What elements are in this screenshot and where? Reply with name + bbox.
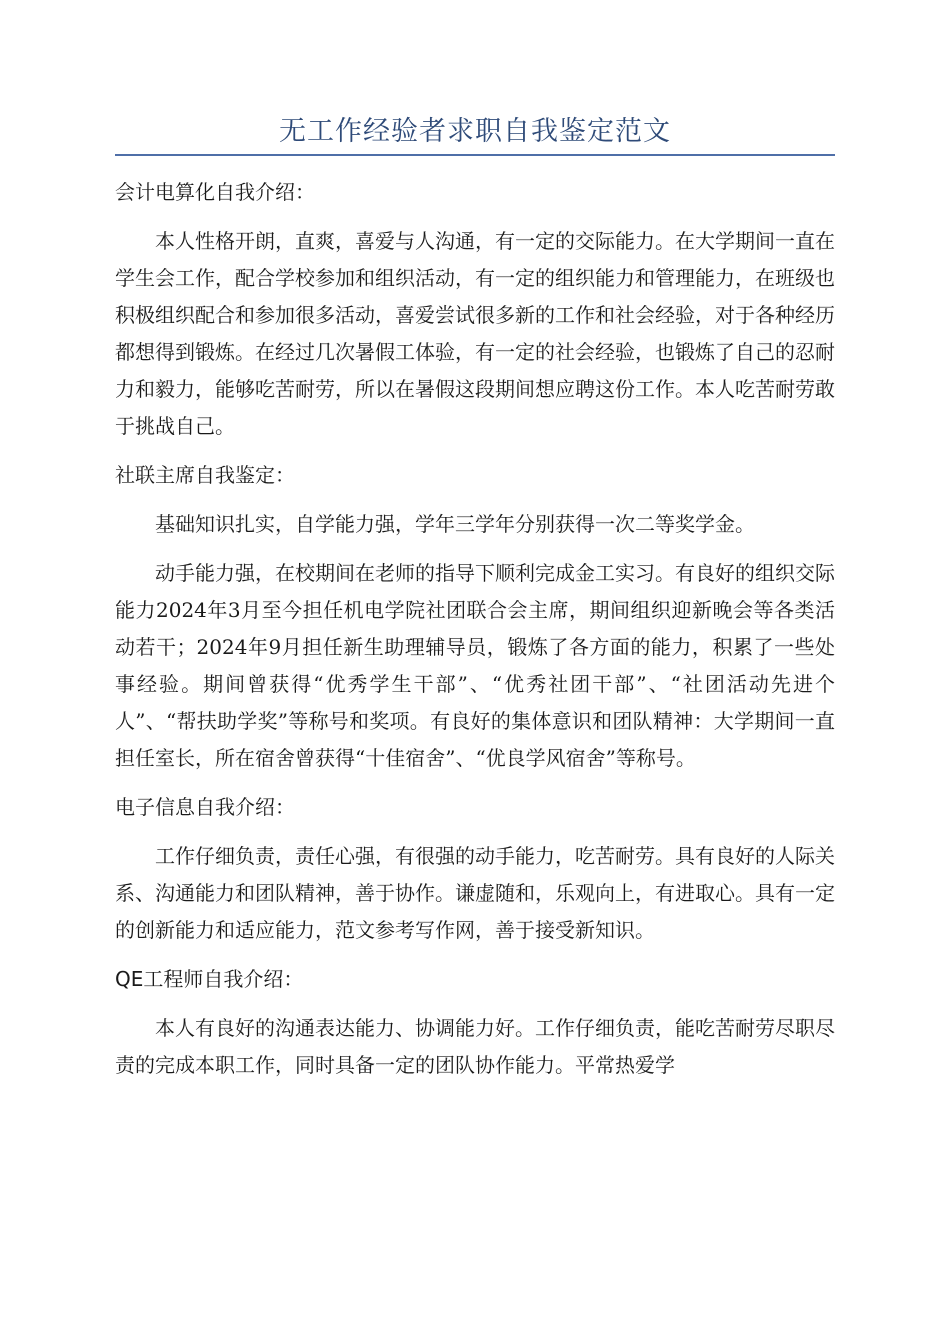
section-heading: 会计电算化自我介绍： [115,180,315,204]
section-paragraph: 本人有良好的沟通表达能力、协调能力好。工作仔细负责，能吃苦耐劳尽职尽责的完成本职工作，同时具备一定的团队协作能力。平常热爱学 [115,1016,835,1077]
document-body [115,174,835,1096]
section-paragraph: 工作仔细负责，责任心强，有很强的动手能力，吃苦耐劳。具有良好的人际关系、沟通能力和团队精神，善于协作。谦虚随和，乐观向上，有进取心。具有一定的创新能力和适应能力，范文参考写作网，善于接受新知识。 [115,844,835,942]
section-heading [115,961,835,998]
section-qe-engineer [115,961,835,1084]
heading-prefix: QE [115,967,144,991]
section-club-president [115,457,835,777]
heading-text: 工程师自我介绍： [143,967,304,991]
title-underline [115,154,835,156]
document-title: 无工作经验者求职自我鉴定范文 [279,116,671,147]
section-electronics [115,789,835,949]
section-heading: 社联主席自我鉴定： [115,463,295,487]
section-paragraph: 基础知识扎实，自学能力强，学年三学年分别获得一次二等奖学金。 [155,512,755,536]
section-paragraph: 动手能力强，在校期间在老师的指导下顺利完成金工实习。有良好的组织交际能力2024年3月至今担任机电学院社团联合会主席，期间组织迎新晚会等各类活动若干；2024年9月担任新生助理辅导员，锻炼了各方面的能力，积累了一些处事经验。期间曾获得“优秀学生干部”、“优秀社团干部”、“社团活动先进个人”、“帮扶助学奖”等称号和奖项。有良好的集体意识和团队精神：大学期间一直担任室长，所在宿舍曾获得“十佳宿舍”、“优良学风宿舍”等称号。 [115,561,835,770]
section-paragraph: 本人性格开朗，直爽，喜爱与人沟通，有一定的交际能力。在大学期间一直在学生会工作，配合学校参加和组织活动，有一定的组织能力和管理能力，在班级也积极组织配合和参加很多活动，喜爱尝试很多新的工作和社会经验，对于各种经历都想得到锻炼。在经过几次暑假工体验，有一定的社会经验，也锻炼了自己的忍耐力和毅力，能够吃苦耐劳，所以在暑假这段期间想应聘这份工作。本人吃苦耐劳敢于挑战自己。 [115,229,835,438]
section-accounting [115,174,835,445]
section-heading: 电子信息自我介绍： [115,795,295,819]
